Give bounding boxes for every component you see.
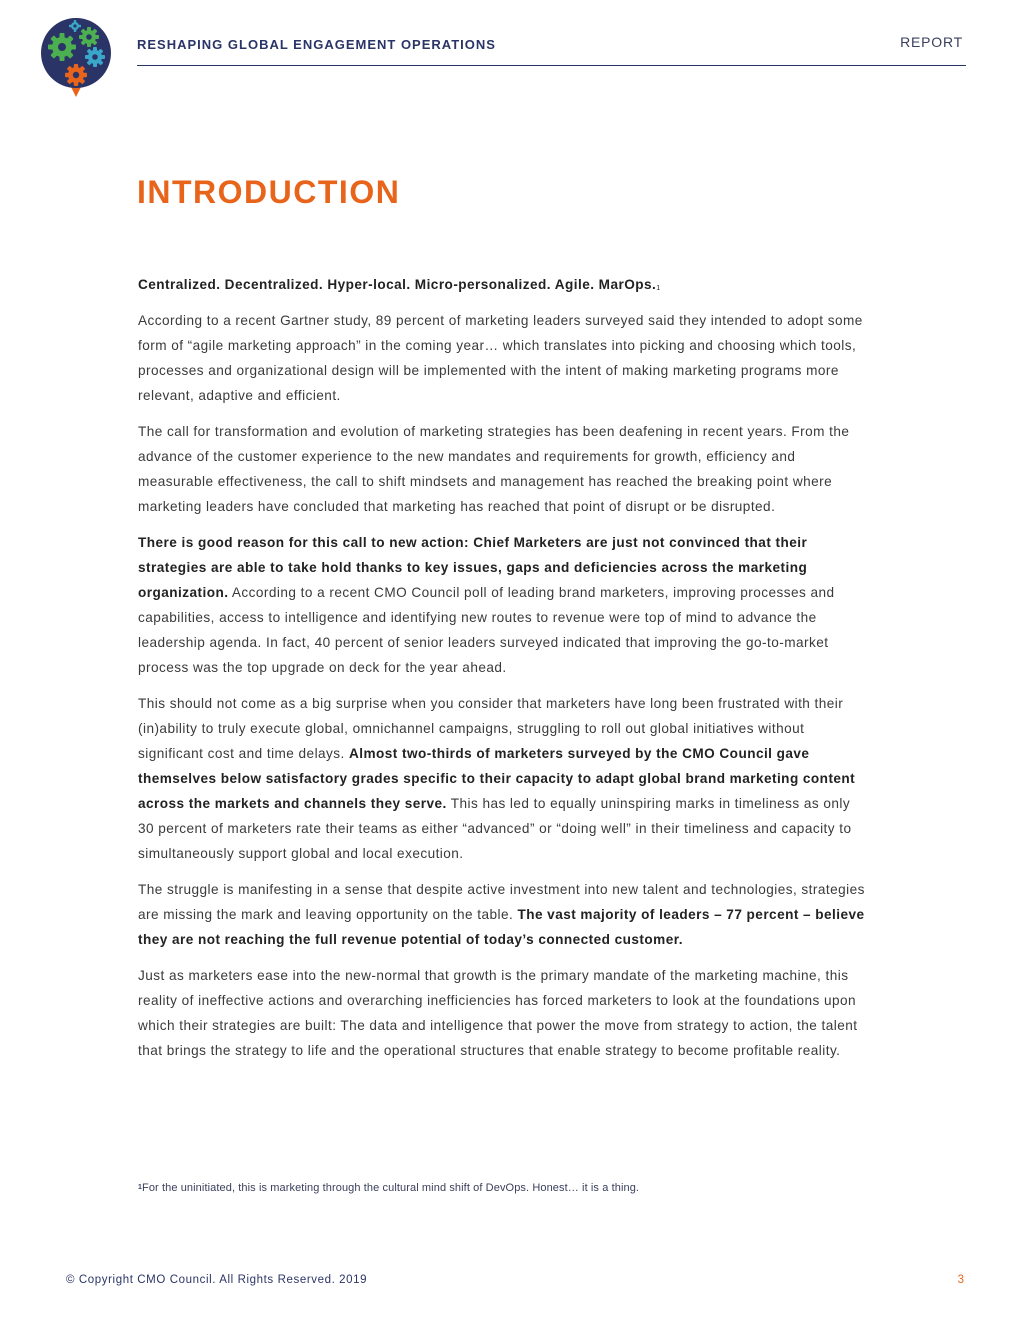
paragraph-6: Just as marketers ease into the new-normal that growth is the primary mandate of the marketing machine, this reality of ineffective actions and overarching inefficiencies has forced marketers to look at the foundations upon which their strategies are built: The data and intelligence that power the move from strategy to action, the talent that brings the strategy to life and the operational structures that enable strategy to become profitable reality. [138, 968, 858, 1058]
report-label: REPORT [900, 34, 963, 50]
lead-line [138, 272, 870, 297]
footnote-marker: 1 [656, 285, 661, 292]
paragraph-5 [138, 877, 870, 952]
page-title: INTRODUCTION [137, 174, 401, 210]
paragraph-4-text-end: This has led to equally uninspiring marks in timeliness as only 30 percent of marketers rate their teams as either “advanced” or “doing well” in their timeliness and capacity to simultaneously support global and local execution. [138, 796, 852, 861]
paragraph-4 [138, 691, 870, 866]
paragraph-3-text: According to a recent CMO Council poll of leading brand marketers, improving processes and capabilities, access to intelligence and identifying new routes to revenue were top of mind to advance the leadership agenda. In fact, 40 percent of senior leaders surveyed indicated that improving the go-to-market process was the top upgrade on deck for the year ahead. [138, 585, 835, 675]
article-body [138, 272, 870, 1074]
paragraph-3-emphasis: There is good reason for this call to new action: Chief Marketers are just not convinced that their strategies are able to take hold thanks to key issues, gaps and deficiencies across the marketing organization. [138, 535, 808, 600]
header-divider [137, 65, 966, 66]
paragraph-2: The call for transformation and evolution of marketing strategies has been deafening in recent years. From the advance of the customer experience to the new mandates and requirements for growth, efficiency and measurable effectiveness, the call to shift mindsets and management has reached the breaking point where marketing leaders have concluded that marketing has reached that point of disrupt or be disrupted. [138, 424, 850, 514]
footnote [138, 1182, 639, 1194]
paragraph-5-emphasis: The vast majority of leaders – 77 percent – believe they are not reaching the full revenue potential of today’s connected customer. [138, 907, 865, 947]
paragraph-4-emphasis: Almost two-thirds of marketers surveyed by the CMO Council gave themselves below satisfactory grades specific to their capacity to adapt global brand marketing content across the markets and channels they serve. [138, 746, 856, 811]
paragraph-4-text-start: This should not come as a big surprise when you consider that marketers have long been frustrated with their (in)ability to truly execute global, omnichannel campaigns, struggling to roll out global initiatives without significant cost and time delays. [138, 696, 844, 761]
lead-text: Centralized. Decentralized. Hyper-local. Micro-personalized. Agile. MarOps. [138, 277, 657, 292]
paragraph-1: According to a recent Gartner study, 89 percent of marketing leaders surveyed said they intended to adopt some form of “agile marketing approach” in the coming year… which translates into picking and choosing which tools, processes and organizational design will be implemented with the intent of making marketing programs more relevant, adaptive and efficient. [138, 313, 863, 403]
gears-logo-icon [40, 17, 112, 97]
report-series-title: RESHAPING GLOBAL ENGAGEMENT OPERATIONS [137, 37, 496, 52]
footnote-text: For the uninitiated, this is marketing through the cultural mind shift of DevOps. Honest… it is a thing. [142, 1182, 640, 1194]
copyright-notice: © Copyright CMO Council. All Rights Reserved. 2019 [66, 1274, 368, 1286]
footnote-number: 1 [138, 1184, 142, 1191]
paragraph-5-text: The struggle is manifesting in a sense that despite active investment into new talent and technologies, strategies are missing the mark and leaving opportunity on the table. [138, 882, 865, 922]
page-number: 3 [957, 1274, 964, 1286]
paragraph-3 [138, 530, 870, 680]
